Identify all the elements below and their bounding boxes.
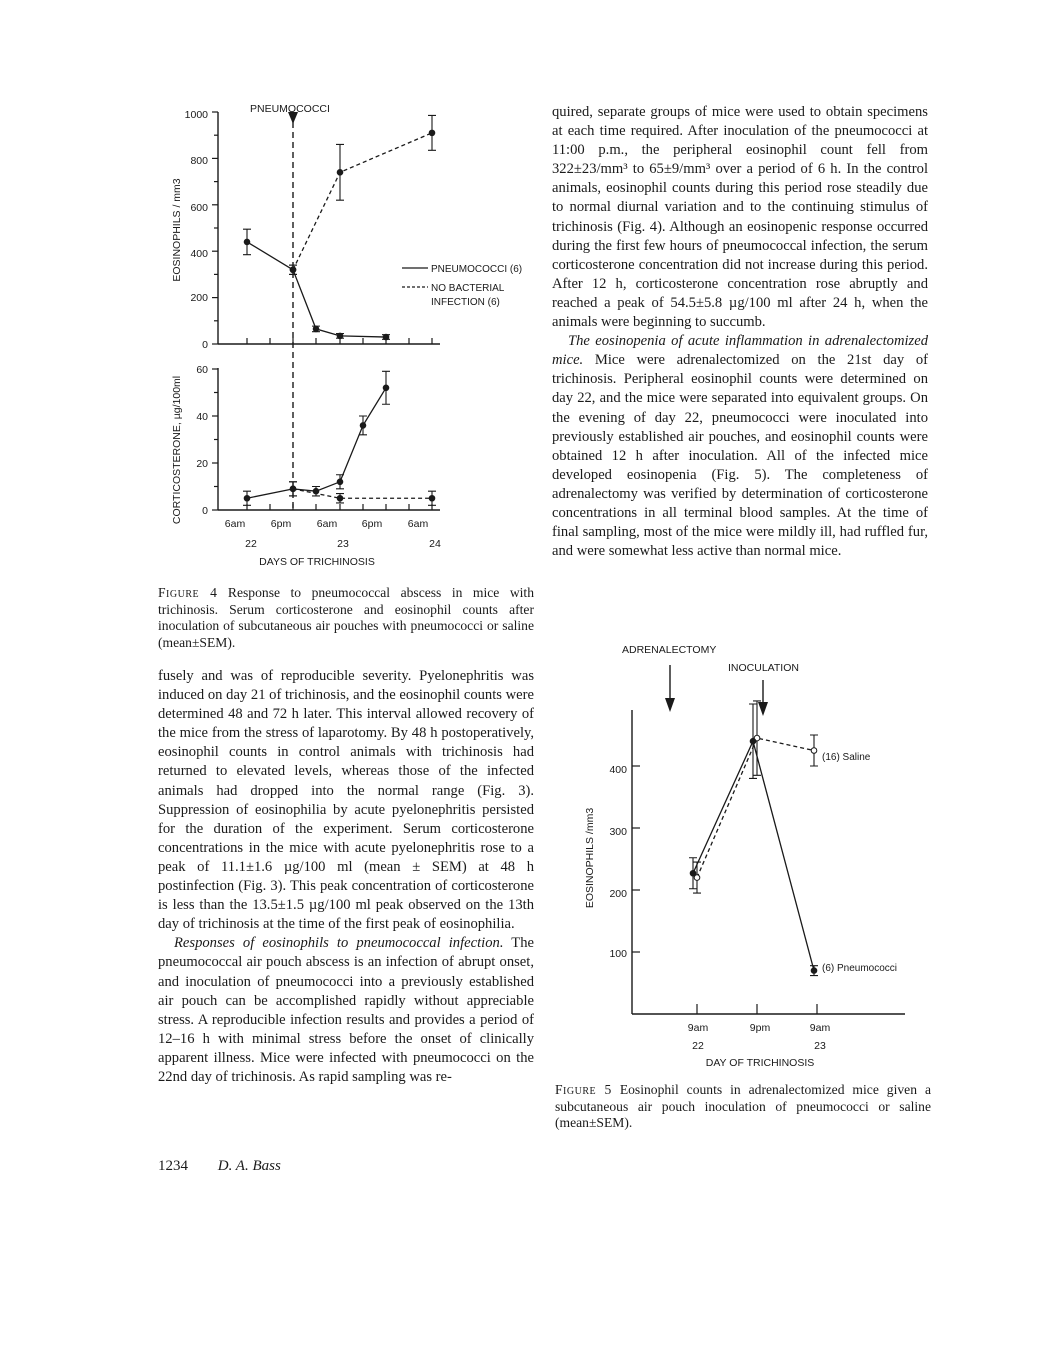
- fig4-ytick: 600: [190, 202, 208, 214]
- author: D. A. Bass: [217, 1158, 281, 1174]
- fig4-eos-control-point: [337, 170, 343, 176]
- adrenalectomy-arrow-icon: [665, 698, 675, 712]
- fig4-day-tick: 22: [245, 538, 257, 550]
- fig4-top-ylabel: EOSINOPHILS / mm3: [171, 178, 183, 282]
- fig4-xlabel: DAYS OF TRICHINOSIS: [259, 556, 375, 568]
- fig4-time-tick: 6pm: [361, 518, 383, 530]
- fig5-ytick: 100: [609, 948, 627, 960]
- fig4-arrow-label: PNEUMOCOCCI: [250, 103, 330, 115]
- figure-4-caption-label: Figure 4: [158, 585, 218, 600]
- fig4-legend-no-bacterial-2: INFECTION (6): [431, 297, 500, 308]
- fig5-pneumococci-point: [811, 968, 817, 974]
- paragraph: fusely and was of reproducible severity. Pyelonephritis was induced on day 21 of trichinosis, and the eosinophil counts were determined 48 and 72 h later. This interval allowed recovery of the mice from the stress of laparotomy. By 48 h postoperatively, eosinophil counts in control animals with trichinosis had returned to elevated levels, whereas those of the infected animals had dropped into the normal range (Fig. 3). Suppression of eosinophilia by acute pyelonephritis persisted for the duration of the experiment. Serum corticosterone concentrations in the mice with acute pyelonephritis rose to a peak of 11.1±1.6 µg/100 ml (mean ± SEM) at 48 h postinfection (Fig. 3). This peak concentration of corticosterone is less than the 13.5±1.5 µg/100 ml peak observed on the 13th day of trichinosis at the time of the first peak of eosinophilia.: [158, 668, 534, 933]
- fig5-ytick: 200: [609, 888, 627, 900]
- fig5-time-tick: 9am: [809, 1022, 831, 1034]
- fig5-time-tick: 9pm: [749, 1022, 771, 1034]
- fig5-ytick: 300: [609, 826, 627, 838]
- fig4-ytick: 40: [196, 411, 208, 423]
- fig4-ytick: 200: [190, 292, 208, 304]
- figure-5-caption-label: Figure 5: [555, 1082, 612, 1097]
- fig4-cort-control-point: [337, 495, 343, 501]
- fig4-cort-pneumococci-point: [383, 385, 389, 391]
- fig5-saline-line: [697, 738, 814, 878]
- fig4-ytick: 0: [202, 339, 208, 351]
- fig4-legend-no-bacterial: NO BACTERIAL: [431, 283, 505, 294]
- fig4-time-tick: 6am: [316, 518, 338, 530]
- fig4-ytick: 0: [202, 505, 208, 517]
- paragraph: [158, 934, 534, 1087]
- section-heading: The eosinopenia of acute inflammation in adrenalectomized mice.: [552, 333, 928, 369]
- fig4-ytick: 400: [190, 248, 208, 260]
- fig4-day-tick: 24: [429, 538, 441, 550]
- fig4-bottom-ylabel: CORTICOSTERONE, µg/100ml: [171, 375, 183, 525]
- paragraph-body: Mice were adrenalectomized on the 21st day of trichinosis. Peripheral eosinophil counts were determined on day 22, and the mice were separated into equivalent groups. On the evening of day 22, pneumococci were inoculated into previously established air pouches, and eosinophil counts were obtained 12 h after inoculation. All of the infected mice developed eosinopenia (Fig. 5). The completeness of adrenalectomy was verified by determination of corticosterone concentrations in all terminal blood samples. At the time of final sampling, most of the mice were mildly ill, had ruffled fur, and were somewhat less active than normal mice.: [552, 352, 928, 560]
- fig5-day-tick: 23: [814, 1040, 826, 1052]
- inoculation-arrow-icon-2: [758, 702, 768, 716]
- fig4-time-tick: 6am: [407, 518, 429, 530]
- fig4-cort-control-point: [429, 495, 435, 501]
- fig5-pneumococci-point: [690, 870, 696, 876]
- fig4-eos-pneumococci-point: [244, 239, 250, 245]
- fig4-cort-pneumococci-line: [247, 388, 386, 498]
- figure-5: [560, 640, 960, 1060]
- fig4-eos-pneumococci-point: [383, 334, 389, 340]
- fig5-pneumococci-point: [750, 738, 756, 744]
- fig5-xlabel: DAY OF TRICHINOSIS: [705, 1057, 815, 1069]
- fig4-ytick: 800: [190, 155, 208, 167]
- fig4-ytick: 60: [196, 364, 208, 376]
- paragraph: quired, separate groups of mice were used to obtain specimens at each time required. After inoculation of the pneumococci at 11:00 p.m., the peripheral eosinophil count fell from 322±23/mm³ to 65±9/mm³ over a period of 6 h. In the control animals, eosinophil counts during this period rose steadily due to normal diurnal variation and to the continuing stimulus of trichinosis (Fig. 4). Although an eosinopenic response occurred during the first few hours of pneumococcal infection, the serum corticosterone concentration did not increase during this period. After 12 h, corticosterone concentration rose abruptly and reached a peak of 54.5±5.8 µg/100 ml after 24 h, when the animals were beginning to succumb.: [552, 104, 928, 331]
- fig4-ytick: 20: [196, 458, 208, 470]
- paragraph: [552, 332, 928, 561]
- fig5-ylabel: EOSINOPHILS /mm3: [584, 807, 596, 909]
- fig4-eos-control-point: [290, 267, 296, 273]
- figure-4-caption: [158, 585, 534, 651]
- left-column-text: [158, 667, 534, 1087]
- fig4-eos-control-point: [429, 130, 435, 136]
- page-number: 1234: [158, 1158, 188, 1174]
- fig4-ytick: 1000: [184, 109, 208, 121]
- section-heading: Responses of eosinophils to pneumococcal infection.: [174, 935, 504, 952]
- fig4-legend-pneumococci: PNEUMOCOCCI (6): [431, 264, 523, 275]
- fig5-series-label-pneumococci: (6) Pneumococci: [822, 963, 898, 974]
- fig4-cort-control-point: [290, 486, 296, 492]
- fig4-eos-pneumococci-point: [337, 333, 343, 339]
- fig4-cort-pneumococci-point: [244, 495, 250, 501]
- page-footer: [158, 1158, 281, 1175]
- fig5-series-label-saline: (16) Saline: [822, 752, 871, 763]
- fig4-eos-control-line: [293, 133, 432, 270]
- fig4-eos-pneumococci-line: [247, 242, 386, 337]
- fig5-saline-point: [811, 748, 817, 754]
- figure-5-caption: [555, 1082, 931, 1132]
- fig4-day-tick: 23: [337, 538, 349, 550]
- fig4-eos-pneumococci-point: [313, 326, 319, 332]
- fig5-time-tick: 9am: [687, 1022, 709, 1034]
- fig5-ytick: 400: [609, 764, 627, 776]
- fig5-day-tick: 22: [692, 1040, 704, 1052]
- figure-5-caption-text: Eosinophil counts in adrenalectomized mice given a subcutaneous air pouch inoculation of pneumococci or saline (mean±SEM).: [555, 1082, 931, 1131]
- right-column-text: [552, 103, 928, 561]
- figure-4-caption-text: Response to pneumococcal abscess in mice with trichinosis. Serum corticosterone and eosinophil counts after inoculation of subcutaneous air pouches with pneumococci or saline (mean±SEM).: [158, 585, 534, 650]
- fig4-cort-pneumococci-point: [337, 479, 343, 485]
- fig4-cort-pneumococci-point: [360, 423, 366, 429]
- paragraph-body: The pneumococcal air pouch abscess is an infection of abrupt onset, and inoculation of pneumococci into a previously established air pouch can be accomplished rapidly without appreciable stress. A reproducible infection results and provides a period of 12–16 h with minimal stress before the onset of clinically apparent illness. Mice were infected with pneumococci on the 22nd day of trichinosis. As rapid sampling was re-: [158, 935, 534, 1085]
- fig4-time-tick: 6am: [224, 518, 246, 530]
- fig4-time-tick: 6pm: [270, 518, 292, 530]
- fig5-arrow-label-1: ADRENALECTOMY: [622, 644, 717, 656]
- fig5-arrow-label-2: INOCULATION: [728, 662, 799, 674]
